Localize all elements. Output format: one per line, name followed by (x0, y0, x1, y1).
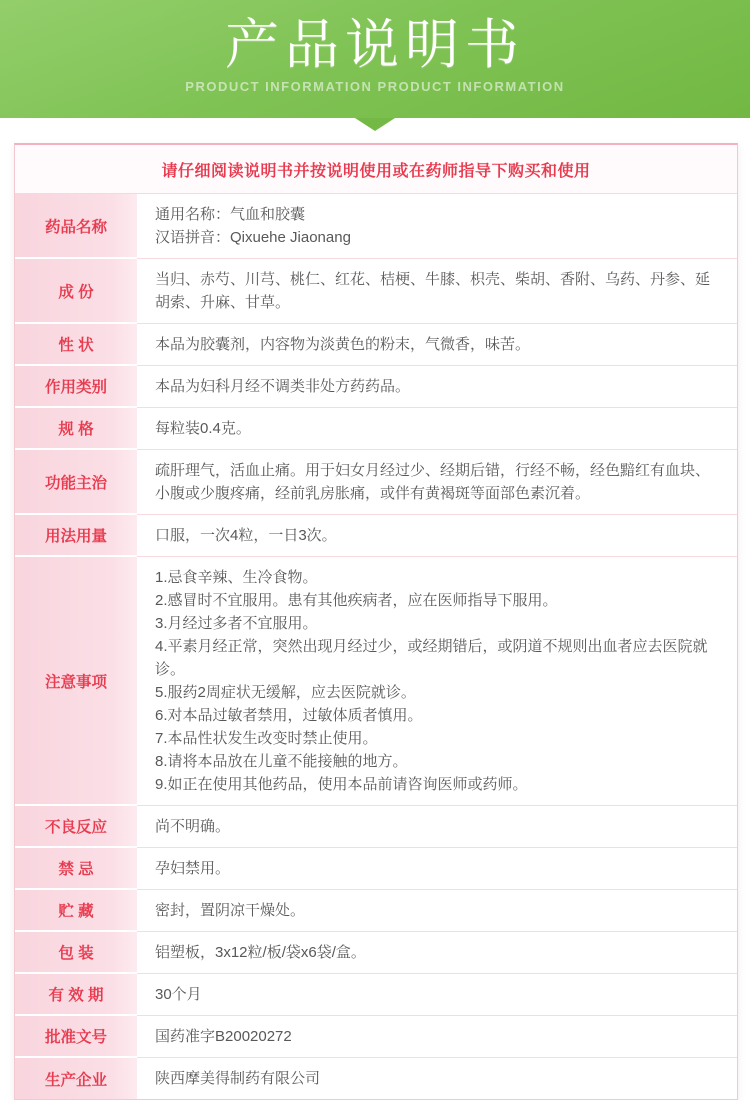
row-content (137, 974, 737, 1016)
row-content (137, 366, 737, 408)
table-row (15, 557, 737, 806)
row-content-line: 9.如正在使用其他药品，使用本品前请咨询医师或药师。 (155, 776, 528, 793)
row-content-line: 3.月经过多者不宜服用。 (155, 615, 318, 632)
row-content-line: 疏肝理气，活血止痛。用于妇女月经过少、经期后错，行经不畅，经色黯红有血块、小腹或少腹疼痛，经前乳房胀痛，或伴有黄褐斑等面部色素沉着。 (155, 462, 711, 502)
row-content-line: 铝塑板，3x12粒/板/袋x6袋/盒。 (155, 944, 366, 961)
row-content-line: 通用名称：气血和胶囊 (155, 206, 306, 223)
row-content-line: 密封，置阴凉干燥处。 (155, 902, 306, 919)
row-content-line: 30个月 (155, 986, 202, 1003)
row-content (137, 848, 737, 890)
row-content (137, 515, 737, 557)
row-content-line: 6.对本品过敏者禁用，过敏体质者慎用。 (155, 707, 423, 724)
row-label: 规 格 (15, 408, 137, 450)
table-row (15, 366, 737, 408)
table-row (15, 1016, 737, 1058)
banner-pointer-triangle (355, 118, 395, 131)
row-content (137, 932, 737, 974)
table-row (15, 1058, 737, 1099)
page-title: 产品说明书 (225, 15, 525, 75)
row-content-line: 国药准字B20020272 (155, 1028, 292, 1045)
row-label: 包 装 (15, 932, 137, 974)
row-content-line: 当归、赤芍、川芎、桃仁、红花、桔梗、牛膝、枳壳、柴胡、香附、乌药、丹参、延胡索、升麻、甘草。 (155, 271, 711, 311)
table-row (15, 324, 737, 366)
row-content-line: 8.请将本品放在儿童不能接触的地方。 (155, 753, 408, 770)
table-row (15, 194, 737, 259)
row-label: 禁 忌 (15, 848, 137, 890)
row-content-line: 1.忌食辛辣、生冷食物。 (155, 569, 318, 586)
table-row (15, 848, 737, 890)
row-label: 用法用量 (15, 515, 137, 557)
row-content (137, 557, 737, 806)
banner (0, 0, 750, 118)
row-content-line: 4.平素月经正常，突然出现月经过少，或经期错后，或阴道不规则出血者应去医院就诊。 (155, 638, 708, 678)
row-content-line: 本品为胶囊剂，内容物为淡黄色的粉末，气微香，味苦。 (155, 336, 531, 353)
spec-table-rows (15, 194, 737, 1099)
row-content-line: 陕西摩美得制药有限公司 (155, 1070, 321, 1087)
row-content-line: 孕妇禁用。 (155, 860, 231, 877)
row-content-line: 汉语拼音：Qixuehe Jiaonang (155, 229, 351, 246)
row-label: 注意事项 (15, 557, 137, 806)
row-content-line: 口服，一次4粒，一日3次。 (155, 527, 337, 544)
row-label: 成 份 (15, 259, 137, 324)
row-label: 药品名称 (15, 194, 137, 259)
row-label: 作用类别 (15, 366, 137, 408)
row-label: 功能主治 (15, 450, 137, 515)
row-label: 有 效 期 (15, 974, 137, 1016)
table-row (15, 932, 737, 974)
row-content-line: 尚不明确。 (155, 818, 231, 835)
row-content-line: 2.感冒时不宜服用。患有其他疾病者，应在医师指导下服用。 (155, 592, 558, 609)
row-content-line: 7.本品性状发生改变时禁止使用。 (155, 730, 378, 747)
table-row (15, 890, 737, 932)
row-content (137, 1058, 737, 1099)
row-content (137, 450, 737, 515)
row-label: 性 状 (15, 324, 137, 366)
row-content (137, 1016, 737, 1058)
table-row (15, 806, 737, 848)
page-subtitle: PRODUCT INFORMATION PRODUCT INFORMATION (185, 79, 565, 95)
notice-row (15, 145, 737, 194)
table-row (15, 408, 737, 450)
row-content-line: 本品为妇科月经不调类非处方药药品。 (155, 378, 411, 395)
row-content (137, 324, 737, 366)
row-content (137, 890, 737, 932)
table-row (15, 259, 737, 324)
row-content (137, 194, 737, 259)
row-content-line: 5.服药2周症状无缓解，应去医院就诊。 (155, 684, 416, 701)
row-label: 贮 藏 (15, 890, 137, 932)
table-row (15, 974, 737, 1016)
spec-table (14, 143, 738, 1100)
row-label: 不良反应 (15, 806, 137, 848)
row-label: 生产企业 (15, 1058, 137, 1099)
notice-text: 请仔细阅读说明书并按说明使用或在药师指导下购买和使用 (161, 163, 591, 180)
row-content (137, 806, 737, 848)
table-row (15, 515, 737, 557)
row-label: 批准文号 (15, 1016, 137, 1058)
row-content (137, 408, 737, 450)
row-content (137, 259, 737, 324)
table-row (15, 450, 737, 515)
row-content-line: 每粒装0.4克。 (155, 420, 251, 437)
